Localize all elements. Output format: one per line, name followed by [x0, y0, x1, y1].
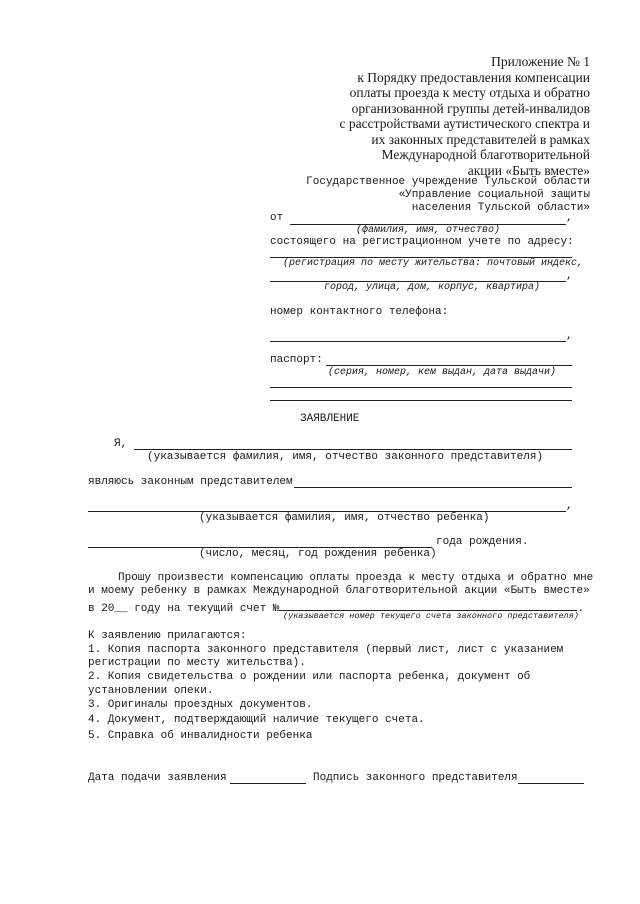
appendix-line: оплаты проезда к месту отдыха и обратно: [349, 85, 590, 100]
phone-field[interactable]: [270, 341, 566, 342]
request-line-3-text: в 20__ году на текущий счет №: [88, 603, 280, 615]
being-rep-label: являюсь законным представителем: [88, 476, 293, 488]
address-comma: ,: [566, 270, 573, 282]
attachments-heading: К заявлению прилагаются:: [88, 630, 247, 642]
passport-field-3[interactable]: [270, 400, 572, 401]
registered-label: состоящего на регистрационном учете по адресу:: [270, 236, 574, 248]
attachment-item-4: 4. Документ, подтверждающий наличие текущего счета.: [88, 714, 425, 726]
appendix-line: Приложение № 1: [491, 54, 590, 69]
attachment-item-2-cont: установлении опеки.: [88, 685, 214, 697]
appendix-line: акции «Быть вместе»: [467, 162, 590, 178]
signature-field[interactable]: [518, 783, 584, 784]
addressee-line: населения Тульской области»: [411, 202, 590, 214]
child-field-1[interactable]: [294, 487, 572, 488]
passport-field-2[interactable]: [270, 387, 572, 388]
from-label: от: [270, 212, 284, 224]
attachment-item-1: 1. Копия паспорта законного представителя (первый лист, лист с указанием: [88, 644, 564, 656]
passport-label: паспорт:: [270, 354, 323, 366]
appendix-line: Международной благотворительной: [381, 147, 590, 162]
rep-fio-field[interactable]: [134, 449, 572, 450]
phone-comma: ,: [566, 330, 573, 342]
child-hint: (указывается фамилия, имя, отчество ребенка): [199, 512, 490, 524]
reg-hint-2: город, улица, дом, корпус, квартира): [324, 282, 541, 293]
request-line-3: в 20__ году на текущий счет № .: [88, 598, 584, 615]
addressee-line: «Управление социальной защиты: [398, 189, 590, 201]
addressee-line: Государственное учреждение Тульской области: [306, 176, 590, 188]
attachment-item-1-cont: регистрации по месту жительства).: [88, 657, 306, 669]
reg-hint-1: (регистрация по месту жительства: почтовый индекс,: [283, 258, 584, 269]
date-label: Дата подачи заявления: [88, 772, 227, 784]
passport-field-1[interactable]: [326, 365, 572, 366]
passport-hint: (серия, номер, кем выдан, дата выдачи): [328, 367, 557, 378]
account-hint: (указывается номер текущего счета законного представителя): [283, 611, 579, 621]
child-comma: ,: [566, 500, 573, 512]
addressee-block: [306, 176, 590, 215]
from-comma: ,: [566, 212, 573, 224]
fio-hint: (фамилия, имя, отчество): [356, 225, 501, 236]
appendix-line: с расстройствами аутистического спектра и: [339, 116, 590, 131]
appendix-line: к Порядку предоставления компенсации: [357, 69, 590, 85]
birth-year-label: года рождения.: [436, 536, 529, 548]
account-number-field[interactable]: [279, 598, 577, 611]
request-line-2: и моему ребенку в рамках Международной благотворительной акции «Быть вместе»: [88, 585, 590, 597]
i-label: Я,: [114, 438, 128, 450]
page-title: ЗАЯВЛЕНИЕ: [300, 413, 360, 425]
appendix-line: их законных представителей в рамках: [371, 131, 590, 147]
birth-hint: (число, месяц, год рождения ребенка): [199, 548, 437, 560]
rep-hint: (указывается фамилия, имя, отчество законного представителя): [147, 451, 544, 463]
date-field[interactable]: [230, 783, 306, 784]
request-line-1: Прошу произвести компенсацию оплаты проезда к месту отдыха и обратно мне: [118, 572, 594, 584]
attachment-item-5: 5. Справка об инвалидности ребенка: [88, 730, 313, 742]
signature-label: Подпись законного представителя: [313, 772, 518, 784]
attachment-item-3: 3. Оригиналы проездных документов.: [88, 699, 313, 711]
appendix-line: организованной группы детей-инвалидов: [351, 100, 590, 116]
phone-label: номер контактного телефона:: [270, 306, 449, 318]
attachment-item-2: 2. Копия свидетельства о рождении или паспорта ребенка, документ об: [88, 671, 531, 683]
appendix-block: [340, 54, 590, 178]
